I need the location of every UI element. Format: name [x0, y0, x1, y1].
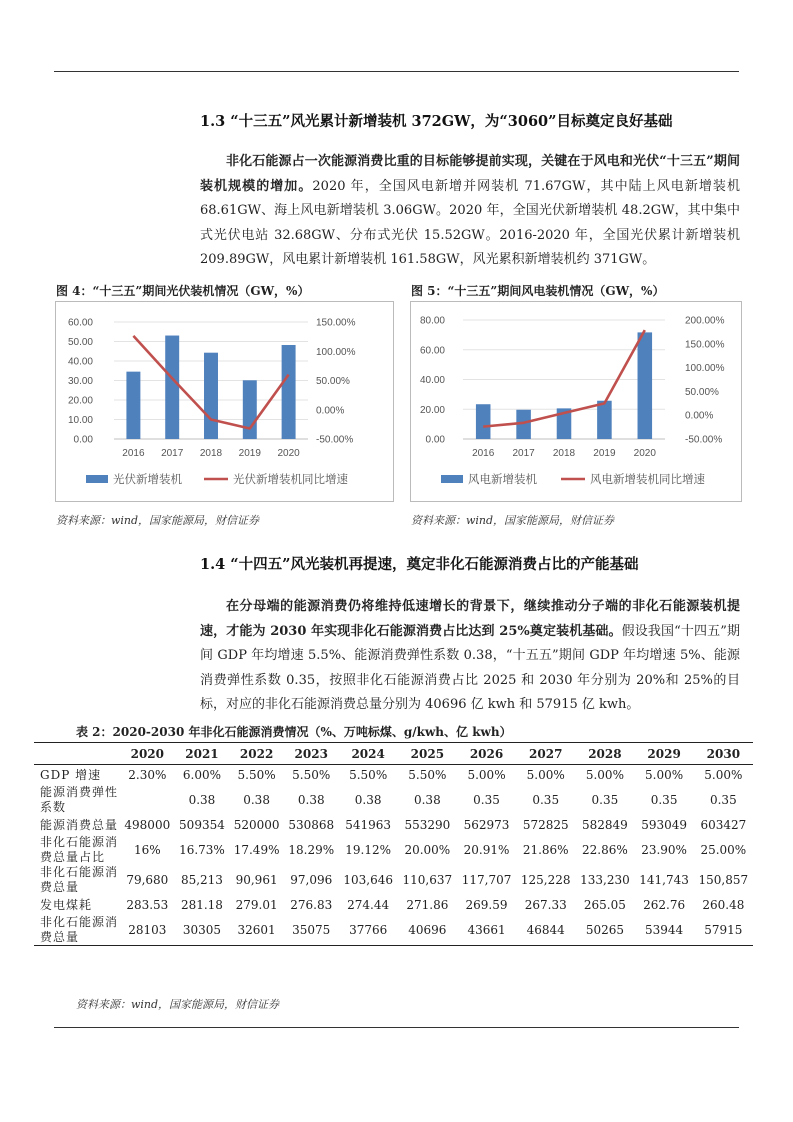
table-cell: 281.18	[180, 897, 223, 912]
table-cell: 5.50%	[349, 767, 388, 782]
section-paragraph-1-4	[200, 595, 740, 718]
right-axis-tick: 50.00%	[316, 376, 350, 387]
legend-line-label: 风电新增装机同比增速	[590, 474, 705, 486]
table-cell: 553290	[404, 817, 451, 832]
table-header-blank	[34, 743, 120, 765]
year-header: 2025	[398, 743, 457, 765]
table-cell: 141,743	[639, 872, 689, 887]
table-header-row	[34, 743, 753, 765]
table-cell: 18.29%	[288, 842, 335, 857]
wind-installation-chart	[411, 302, 741, 501]
table-cell: 593049	[641, 817, 687, 832]
paragraph-bold-lead: 在分母端的能源消费仍将维持低速增长的背景下，继续推动分子端的非化石能源装机提速，才能为 2030 年实现非化石能源消费占比达到 25%奠定装机基础。	[200, 599, 740, 639]
year-header: 2020	[120, 743, 175, 765]
year-header: 2023	[284, 743, 339, 765]
row-label: 非化石能源消费总量	[34, 915, 120, 946]
left-axis-tick: 50.00	[67, 337, 93, 348]
table-row	[34, 865, 753, 895]
growth-line	[483, 330, 645, 426]
year-header: 2022	[229, 743, 284, 765]
table-cell: 25.00%	[700, 842, 747, 857]
table-cell: 5.00%	[704, 767, 743, 782]
right-axis-tick: 200.00%	[685, 315, 725, 327]
table-cell: 2.30%	[128, 767, 167, 782]
left-axis-tick: 30.00	[67, 376, 93, 387]
left-axis-tick: 40.00	[419, 375, 445, 386]
right-axis-tick: 0.00%	[685, 410, 714, 422]
table-2-source: 资料来源：wind，国家能源局，财信证券	[76, 998, 280, 1011]
table-2	[34, 742, 753, 946]
table-row	[34, 895, 753, 915]
paragraph-bold-lead: 非化石能源占一次能源消费比重的目标能够提前实现，关键在于风电和光伏“十三五”期间装机规模的增加。	[200, 154, 740, 194]
table-cell: 28103	[120, 915, 175, 946]
right-axis-tick: -50.00%	[316, 434, 354, 446]
table-row	[34, 765, 753, 786]
figure-4-caption: 图 4：“十三五”期间光伏装机情况（GW，%）	[56, 284, 310, 298]
header-rule	[54, 71, 739, 72]
table-cell: 0.38	[297, 792, 325, 807]
category-label: 2020	[633, 448, 656, 459]
table-cell: 97,096	[290, 872, 333, 887]
figure-5-source: 资料来源：wind，国家能源局，财信证券	[411, 514, 615, 527]
left-axis-tick: 0.00	[425, 434, 445, 446]
table-cell: 265.05	[583, 897, 626, 912]
category-label: 2016	[472, 448, 495, 459]
section-paragraph-1-3	[200, 150, 740, 273]
legend-bar-label: 光伏新增装机	[113, 474, 182, 486]
category-label: 2017	[161, 448, 184, 459]
table-cell: 5.00%	[645, 767, 684, 782]
figure-5-caption: 图 5：“十三五”期间风电装机情况（GW，%）	[411, 284, 665, 298]
year-header: 2024	[339, 743, 398, 765]
paragraph-body: 假设我国“十四五”期间 GDP 年均增速 5.5%、能源消费弹性系数 0.38，“十五五”期间 GDP 年均增速 5%、能源消费弹性系数 0.35，按照非化石能源消费占比 2025 和 2030 年分别为 20%和 25%的目标，对应的非化石能源消费总量分别为 40696 亿 kwh 和 57915 亿 kwh。	[200, 623, 741, 712]
row-label: 发电煤耗	[40, 897, 93, 912]
pv-installation-chart	[56, 302, 393, 501]
category-label: 2020	[277, 448, 300, 459]
table-cell: 279.01	[235, 897, 278, 912]
table-cell: 0.35	[532, 792, 560, 807]
table-cell: 283.53	[126, 897, 169, 912]
table-cell: 274.44	[347, 897, 390, 912]
category-label: 2019	[238, 448, 261, 459]
table-cell: 53944	[635, 915, 694, 946]
legend-bar-label: 风电新增装机	[468, 474, 537, 486]
table-cell: 57915	[694, 915, 753, 946]
bar	[165, 336, 179, 439]
table-cell: 125,228	[520, 872, 571, 887]
table-row	[34, 835, 753, 865]
table-cell: 276.83	[290, 897, 333, 912]
table-cell: 5.00%	[467, 767, 506, 782]
left-axis-tick: 60.00	[419, 345, 445, 357]
table-cell: 150,857	[698, 872, 749, 887]
table-cell: 35075	[284, 915, 339, 946]
table-cell: 19.12%	[345, 842, 392, 857]
figure-4-source: 资料来源：wind，国家能源局，财信证券	[56, 514, 260, 527]
table-cell: 90,961	[235, 872, 278, 887]
table-row	[34, 785, 753, 815]
figure-4-chart	[55, 301, 394, 502]
footer-rule	[54, 1027, 739, 1028]
table-cell: 562973	[463, 817, 510, 832]
category-label: 2018	[199, 448, 223, 459]
bar	[638, 332, 653, 439]
right-axis-tick: 150.00%	[685, 339, 725, 351]
table-cell: 5.50%	[408, 767, 447, 782]
bar	[282, 345, 296, 439]
row-label: 能源消费弹性系数	[40, 785, 119, 814]
section-heading-1-4: 1.4 “十四五”风光装机再提速，奠定非化石能源消费占比的产能基础	[200, 556, 639, 573]
left-axis-tick: 0.00	[73, 434, 93, 446]
row-label: 非化石能源消费总量	[40, 865, 119, 894]
bar	[476, 404, 491, 439]
table-cell: 40696	[398, 915, 457, 946]
table-cell: 509354	[179, 817, 225, 832]
right-axis-tick: 0.00%	[316, 405, 345, 417]
table-cell: 0.38	[354, 792, 382, 807]
figure-5-chart	[410, 301, 742, 502]
table-cell: 21.86%	[522, 842, 569, 857]
bar	[597, 401, 612, 439]
table-cell: 30305	[175, 915, 230, 946]
table-cell: 20.91%	[463, 842, 510, 857]
category-label: 2017	[512, 448, 535, 459]
table-body	[34, 765, 753, 946]
table-cell: 43661	[457, 915, 516, 946]
bar	[204, 353, 218, 439]
table-cell: 5.50%	[237, 767, 276, 782]
table-cell: 603427	[700, 817, 747, 832]
category-label: 2018	[552, 448, 576, 459]
table-cell: 5.50%	[292, 767, 331, 782]
table-cell: 6.00%	[182, 767, 222, 782]
table-cell: 0.35	[591, 792, 619, 807]
table-cell: 37766	[339, 915, 398, 946]
table-cell: 5.00%	[585, 767, 624, 782]
table-cell	[120, 785, 175, 815]
year-header: 2021	[175, 743, 230, 765]
year-header: 2029	[635, 743, 694, 765]
table-cell: 5.00%	[526, 767, 565, 782]
year-header: 2030	[694, 743, 753, 765]
table-cell: 16.73%	[179, 842, 225, 857]
table-cell: 79,680	[126, 872, 169, 887]
table-cell: 110,637	[402, 872, 453, 887]
legend-line-label: 光伏新增装机同比增速	[233, 474, 348, 486]
table-cell: 46844	[516, 915, 575, 946]
left-axis-tick: 40.00	[67, 356, 93, 368]
table-cell: 520000	[233, 817, 280, 832]
table-cell: 269.59	[465, 897, 508, 912]
table-2-caption: 表 2：2020-2030 年非化石能源消费情况（%、万吨标煤、g/kwh、亿 kwh）	[76, 725, 512, 739]
table-cell: 530868	[288, 817, 335, 832]
table-cell: 32601	[229, 915, 284, 946]
table-cell: 0.38	[413, 792, 441, 807]
table-row	[34, 815, 753, 835]
table-row	[34, 915, 753, 946]
table-cell: 22.86%	[582, 842, 628, 857]
table-cell: 133,230	[580, 872, 630, 887]
year-header: 2027	[516, 743, 575, 765]
table-cell: 498000	[124, 817, 171, 832]
right-axis-tick: 50.00%	[685, 386, 719, 398]
left-axis-tick: 20.00	[419, 404, 445, 416]
table-cell: 0.38	[188, 792, 216, 807]
table-cell: 0.38	[243, 792, 270, 807]
right-axis-tick: 100.00%	[316, 346, 356, 358]
right-axis-tick: -50.00%	[685, 434, 723, 446]
table-cell: 262.76	[643, 897, 686, 912]
category-label: 2016	[122, 448, 145, 459]
right-axis-tick: 100.00%	[685, 363, 725, 375]
left-axis-tick: 80.00	[419, 315, 445, 327]
bar	[126, 372, 140, 439]
table-cell: 16%	[133, 842, 161, 857]
table-cell: 103,646	[343, 872, 393, 887]
table-cell: 0.35	[473, 792, 500, 807]
left-axis-tick: 10.00	[67, 415, 93, 426]
table-cell: 582849	[582, 817, 628, 832]
table-cell: 20.00%	[404, 842, 451, 857]
category-label: 2019	[593, 448, 616, 459]
table-cell: 17.49%	[233, 842, 280, 857]
year-header: 2028	[575, 743, 634, 765]
right-axis-tick: 150.00%	[316, 317, 356, 329]
table-cell: 0.35	[709, 792, 737, 807]
legend-bar-swatch	[86, 475, 108, 483]
table-cell: 267.33	[524, 897, 567, 912]
paragraph-body: 2020 年，全国风电新增并网装机 71.67GW，其中陆上风电新增装机 68.61GW、海上风电新增装机 3.06GW。2020 年，全国光伏新增装机 48.2GW，其中集中式光伏电站 32.68GW、分布式光伏 15.52GW。2016-2020 年，全国光伏累计新增装机 209.89GW，风电累计新增装机 161.58GW，风光累积新增装机约 371GW。	[200, 178, 740, 267]
year-header: 2026	[457, 743, 516, 765]
table-cell: 0.35	[650, 792, 678, 807]
table-cell: 271.86	[406, 897, 449, 912]
table-cell: 50265	[575, 915, 634, 946]
table-cell: 541963	[345, 817, 392, 832]
table-cell: 23.90%	[641, 842, 687, 857]
legend-bar-swatch	[441, 475, 463, 483]
table-cell: 85,213	[180, 872, 223, 887]
table-cell: 572825	[522, 817, 569, 832]
table-cell: 117,707	[461, 872, 512, 887]
left-axis-tick: 20.00	[67, 395, 93, 407]
row-label: 能源消费总量	[40, 817, 119, 832]
row-label: 非化石能源消费总量占比	[40, 835, 119, 864]
bar	[243, 380, 257, 439]
left-axis-tick: 60.00	[67, 317, 93, 329]
row-label: GDP 增速	[40, 767, 102, 782]
table-cell: 260.48	[702, 897, 745, 912]
section-heading-1-3: 1.3 “十三五”风光累计新增装机 372GW，为“3060”目标奠定良好基础	[200, 113, 673, 130]
